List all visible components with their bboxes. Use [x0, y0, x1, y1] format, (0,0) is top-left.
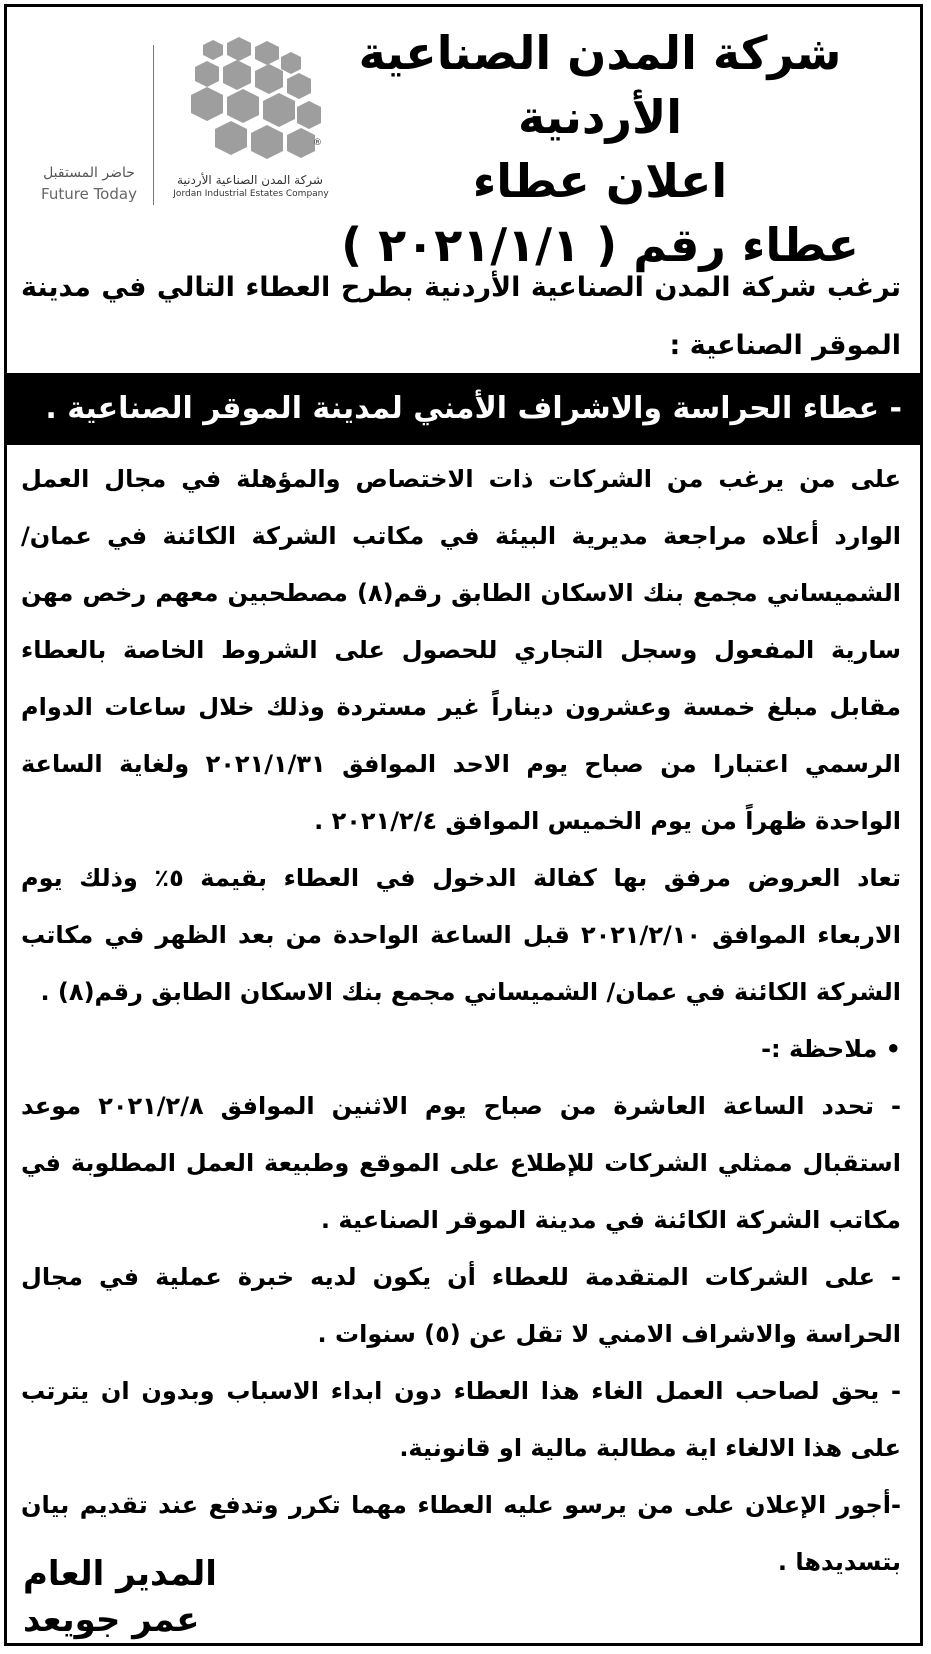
company-title: شركة المدن الصناعية الأردنية: [358, 26, 842, 144]
note-cancellation: - يحق لصاحب العمل الغاء هذا العطاء دون ابداء الاسباب وبدون ان يترتب على هذا الالغاء اية مطالبة مالية او قانونية.: [21, 1377, 901, 1462]
logo-divider: [153, 45, 154, 205]
paragraph-submission: تعاد العروض مرفق بها كفالة الدخول في العطاء بقيمة ٥٪ وذلك يوم الاربعاء الموافق ٢٠٢١/٢/١٠ قبل الساعة الواحدة من بعد الظهر في مكاتب الشركة الكائنة في عمان/ الشميساني مجمع بنك الاسكان الطابق رقم(٨) .: [21, 864, 901, 1006]
tender-number: عطاء رقم ( ٢٠٢١/١/١ ): [341, 218, 859, 272]
header: [7, 7, 920, 272]
hexagon-globe-icon: [185, 37, 325, 167]
ad-title: اعلان عطاء: [472, 154, 728, 208]
company-logo: [25, 37, 329, 207]
paragraph-requirements: على من يرغب من الشركات ذات الاختصاص والمؤهلة في مجال العمل الوارد أعلاه مراجعة مديرية البيئة في مكاتب الشركة الكائنة في عمان/ الشميساني مجمع بنك الاسكان الطابق رقم(٨) مصطحبين معهم رخص مهن سارية المفعول وسجل التجاري للحصول على الشروط الخاصة بالعطاء مقابل مبلغ خمسة وعشرون ديناراً غير مستردة وذلك خلال ساعات الدوام الرسمي اعتبارا من صباح يوم الاحد الموافق ٢٠٢١/١/٣١ ولغاية الساعة الواحدة ظهراً من يوم الخميس الموافق ٢٠٢١/٢/٤ .: [21, 465, 902, 835]
note-site-visit: - تحدد الساعة العاشرة من صباح يوم الاثنين الموافق ٢٠٢١/٢/٨ موعد استقبال ممثلي الشركات للإطلاع على الموقع وطبيعة العمل المطلوبة في مكاتب الشركة الكائنة في مدينة الموقر الصناعية .: [21, 1092, 901, 1234]
intro-text: ترغب شركة المدن الصناعية الأردنية بطرح العطاء التالي في مدينة الموقر الصناعية :: [21, 272, 901, 361]
note-label: • ملاحظة :-: [761, 1035, 901, 1063]
advertisement-frame: [4, 4, 923, 1646]
tender-banner: - عطاء الحراسة والاشراف الأمني لمدينة الموقر الصناعية .: [7, 373, 920, 445]
announcement-body: [21, 451, 901, 1591]
signature-name: عمر جويعد: [23, 1600, 200, 1640]
slogan-english: Future Today: [41, 185, 137, 203]
header-titles: [320, 21, 880, 277]
logo-name-arabic: شركة المدن الصناعية الأردنية: [177, 173, 323, 187]
note-ad-fees: -أجور الإعلان على من يرسو عليه العطاء مهما تكرر وتدفع عند تقديم بيان بتسديدها .: [21, 1491, 901, 1576]
slogan-arabic: حاضر المستقبل: [43, 165, 135, 181]
note-experience: - على الشركات المتقدمة للعطاء أن يكون لديه خبرة عملية في مجال الحراسة والاشراف الامني لا تقل عن (٥) سنوات .: [21, 1263, 901, 1348]
svg-text:®: ®: [313, 138, 322, 148]
logo-name-english: Jordan Industrial Estates Company: [173, 189, 329, 199]
signature-title: المدير العام: [23, 1554, 217, 1594]
signature-block: [23, 1551, 217, 1643]
